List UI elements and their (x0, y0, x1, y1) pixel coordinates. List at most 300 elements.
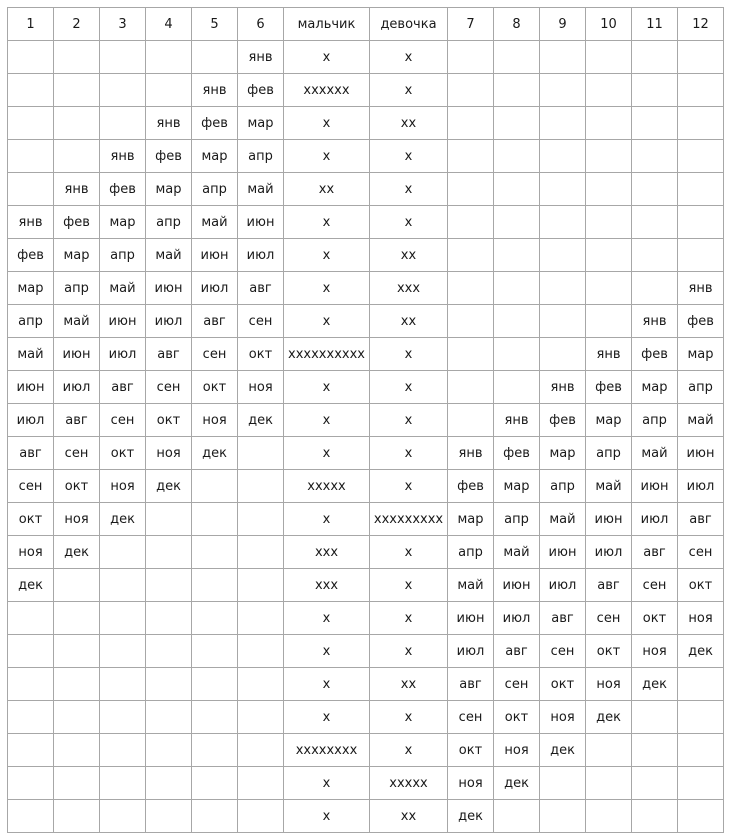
table-cell (678, 107, 724, 140)
table-cell (632, 173, 678, 206)
table-cell: ноя (8, 536, 54, 569)
table-cell (238, 800, 284, 833)
table-row (8, 470, 724, 503)
table-cell (100, 602, 146, 635)
table-cell (448, 107, 494, 140)
table-cell: июн (540, 536, 586, 569)
table-cell (238, 536, 284, 569)
table-cell: фев (8, 239, 54, 272)
table-row (8, 74, 724, 107)
table-row (8, 536, 724, 569)
table-cell: дек (448, 800, 494, 833)
table-cell: авг (100, 371, 146, 404)
table-cell: окт (448, 734, 494, 767)
column-header: мальчик (284, 8, 370, 41)
table-cell: сен (192, 338, 238, 371)
column-header: 8 (494, 8, 540, 41)
table-cell (192, 635, 238, 668)
table-cell (238, 602, 284, 635)
table-cell (146, 569, 192, 602)
table-cell: окт (494, 701, 540, 734)
table-cell (146, 800, 192, 833)
table-cell: апр (678, 371, 724, 404)
table-cell (678, 668, 724, 701)
table-cell (448, 371, 494, 404)
table-cell: xx (284, 173, 370, 206)
table-cell: окт (100, 437, 146, 470)
table-cell: x (284, 239, 370, 272)
table-cell (540, 239, 586, 272)
table-cell (632, 74, 678, 107)
table-cell: сен (632, 569, 678, 602)
table-cell: x (284, 41, 370, 74)
table-cell (146, 602, 192, 635)
table-cell: мар (586, 404, 632, 437)
table-cell: мар (448, 503, 494, 536)
table-cell: май (586, 470, 632, 503)
table-cell: дек (146, 470, 192, 503)
table-cell (448, 140, 494, 173)
table-cell (494, 800, 540, 833)
table-cell (586, 272, 632, 305)
table-cell: ноя (586, 668, 632, 701)
table-cell: дек (586, 701, 632, 734)
table-cell: xxxxx (284, 470, 370, 503)
table-cell: дек (540, 734, 586, 767)
table-row (8, 107, 724, 140)
table-cell: дек (632, 668, 678, 701)
table-cell (100, 734, 146, 767)
table-cell (100, 107, 146, 140)
table-cell (586, 206, 632, 239)
table-cell: дек (494, 767, 540, 800)
table-cell (448, 41, 494, 74)
table-cell: мар (54, 239, 100, 272)
table-cell: янв (192, 74, 238, 107)
table-cell (192, 734, 238, 767)
table-cell: июл (146, 305, 192, 338)
table-cell: фев (192, 107, 238, 140)
table-cell (586, 767, 632, 800)
table-cell: апр (8, 305, 54, 338)
table-cell: июл (586, 536, 632, 569)
table-cell (632, 701, 678, 734)
column-header: 11 (632, 8, 678, 41)
table-cell (678, 140, 724, 173)
column-header: 2 (54, 8, 100, 41)
table-cell: май (54, 305, 100, 338)
table-cell: x (370, 173, 448, 206)
table-cell: янв (8, 206, 54, 239)
table-cell: апр (238, 140, 284, 173)
table-cell: июн (494, 569, 540, 602)
table-cell: июл (238, 239, 284, 272)
table-cell: янв (448, 437, 494, 470)
column-header: 1 (8, 8, 54, 41)
table-cell (494, 371, 540, 404)
table-cell: дек (8, 569, 54, 602)
table-cell (678, 173, 724, 206)
table-cell (678, 767, 724, 800)
table-cell: x (284, 404, 370, 437)
table-row (8, 239, 724, 272)
table-cell: x (370, 701, 448, 734)
table-cell (238, 503, 284, 536)
table-cell (678, 41, 724, 74)
table-cell (8, 701, 54, 734)
table-cell: окт (146, 404, 192, 437)
table-cell (146, 767, 192, 800)
table-cell (494, 239, 540, 272)
table-cell: авг (632, 536, 678, 569)
table-cell: x (370, 140, 448, 173)
table-cell (494, 41, 540, 74)
table-cell: x (370, 635, 448, 668)
table-cell: x (370, 338, 448, 371)
table-row (8, 635, 724, 668)
table-cell: июл (678, 470, 724, 503)
table-cell (146, 74, 192, 107)
table-cell: xxxxxx (284, 74, 370, 107)
table-cell (8, 140, 54, 173)
column-header: 6 (238, 8, 284, 41)
table-cell: x (284, 140, 370, 173)
table-cell (8, 767, 54, 800)
table-cell (54, 41, 100, 74)
table-cell (540, 173, 586, 206)
table-cell (192, 470, 238, 503)
table-cell: май (8, 338, 54, 371)
table-cell: x (284, 701, 370, 734)
table-cell: ноя (540, 701, 586, 734)
table-cell (54, 701, 100, 734)
table-cell: ноя (632, 635, 678, 668)
table-cell: xx (370, 305, 448, 338)
table-cell (238, 701, 284, 734)
table-cell: июн (54, 338, 100, 371)
table-cell (238, 569, 284, 602)
table-row (8, 602, 724, 635)
table-row (8, 41, 724, 74)
table-cell (540, 74, 586, 107)
table-cell: авг (54, 404, 100, 437)
table-cell (678, 734, 724, 767)
table-cell: июл (54, 371, 100, 404)
table-cell (54, 140, 100, 173)
column-header: 4 (146, 8, 192, 41)
table-cell (54, 668, 100, 701)
table-cell: сен (8, 470, 54, 503)
table-cell: x (284, 371, 370, 404)
table-cell: мар (146, 173, 192, 206)
table-cell: x (284, 107, 370, 140)
table-cell (54, 800, 100, 833)
table-row (8, 371, 724, 404)
table-cell (54, 74, 100, 107)
table-row (8, 404, 724, 437)
table-cell: авг (8, 437, 54, 470)
table-cell (494, 173, 540, 206)
table-cell: x (284, 503, 370, 536)
table-cell: xx (370, 800, 448, 833)
table-cell (540, 767, 586, 800)
table-cell: x (370, 470, 448, 503)
table-cell: фев (100, 173, 146, 206)
column-header: 9 (540, 8, 586, 41)
table-cell (448, 272, 494, 305)
table-cell: дек (192, 437, 238, 470)
table-cell: x (370, 602, 448, 635)
table-cell (494, 272, 540, 305)
table-cell (632, 206, 678, 239)
table-cell: сен (540, 635, 586, 668)
table-cell: окт (540, 668, 586, 701)
table-cell: фев (448, 470, 494, 503)
table-cell (448, 404, 494, 437)
table-cell: апр (192, 173, 238, 206)
table-cell: янв (54, 173, 100, 206)
table-cell: фев (540, 404, 586, 437)
table-cell (8, 41, 54, 74)
table-cell: окт (8, 503, 54, 536)
table-cell: x (370, 437, 448, 470)
table-cell (586, 41, 632, 74)
table-row (8, 503, 724, 536)
table-cell (238, 437, 284, 470)
table-cell: дек (678, 635, 724, 668)
table-cell (100, 635, 146, 668)
column-header: 3 (100, 8, 146, 41)
table-cell (540, 800, 586, 833)
table-cell (632, 272, 678, 305)
table-body (8, 41, 724, 833)
table-cell: фев (678, 305, 724, 338)
table-cell (678, 206, 724, 239)
table-cell (54, 569, 100, 602)
table-cell (632, 41, 678, 74)
table-cell: xx (370, 239, 448, 272)
table-cell: x (370, 41, 448, 74)
table-cell (100, 800, 146, 833)
table-cell (586, 305, 632, 338)
table-cell (192, 668, 238, 701)
table-cell: сен (54, 437, 100, 470)
table-cell (494, 338, 540, 371)
table-cell: xxx (370, 272, 448, 305)
table-cell (146, 635, 192, 668)
table-cell (586, 107, 632, 140)
table-cell (146, 668, 192, 701)
column-header: девочка (370, 8, 448, 41)
table-cell: xxxxxxxxxx (284, 338, 370, 371)
table-cell: янв (632, 305, 678, 338)
table-cell (100, 701, 146, 734)
table-cell: апр (54, 272, 100, 305)
table-cell (192, 767, 238, 800)
table-cell: xxx (284, 569, 370, 602)
table-cell: янв (586, 338, 632, 371)
table-cell: апр (448, 536, 494, 569)
table-cell: x (370, 404, 448, 437)
table-cell: апр (100, 239, 146, 272)
column-header: 10 (586, 8, 632, 41)
table-cell: янв (540, 371, 586, 404)
table-cell (586, 173, 632, 206)
table-cell: июл (192, 272, 238, 305)
table-row (8, 668, 724, 701)
table-cell: ноя (448, 767, 494, 800)
table-cell (632, 107, 678, 140)
table-cell (586, 800, 632, 833)
table-cell (54, 602, 100, 635)
table-cell: янв (146, 107, 192, 140)
table-cell: янв (238, 41, 284, 74)
table-cell (146, 41, 192, 74)
table-cell: сен (678, 536, 724, 569)
table-cell: сен (238, 305, 284, 338)
table-cell: янв (678, 272, 724, 305)
table-cell: сен (494, 668, 540, 701)
table-cell (192, 503, 238, 536)
table-cell (494, 305, 540, 338)
table-cell (100, 74, 146, 107)
table-cell: авг (238, 272, 284, 305)
table-cell: сен (448, 701, 494, 734)
table-header (8, 8, 724, 41)
table-cell (238, 734, 284, 767)
table-row (8, 734, 724, 767)
table-cell: май (632, 437, 678, 470)
table-cell: xx (370, 107, 448, 140)
table-cell: апр (146, 206, 192, 239)
table-cell: авг (540, 602, 586, 635)
table-cell: x (284, 602, 370, 635)
table-row (8, 206, 724, 239)
table-cell: окт (632, 602, 678, 635)
table-cell: мар (632, 371, 678, 404)
table-cell: фев (54, 206, 100, 239)
table-cell (540, 305, 586, 338)
table-cell: x (370, 569, 448, 602)
table-cell (238, 635, 284, 668)
table-cell: янв (494, 404, 540, 437)
table-cell (494, 74, 540, 107)
table-cell: дек (238, 404, 284, 437)
table-cell (100, 569, 146, 602)
table-cell: авг (678, 503, 724, 536)
table-cell: дек (54, 536, 100, 569)
table-cell (192, 569, 238, 602)
table-cell: сен (586, 602, 632, 635)
table-cell: x (370, 734, 448, 767)
table-cell (632, 239, 678, 272)
table-cell (540, 206, 586, 239)
table-cell: июл (494, 602, 540, 635)
table-cell: авг (494, 635, 540, 668)
table-cell (448, 338, 494, 371)
table-cell: июн (238, 206, 284, 239)
table-cell (632, 734, 678, 767)
table-cell (238, 470, 284, 503)
table-cell (540, 107, 586, 140)
table-cell (192, 536, 238, 569)
table-cell (100, 668, 146, 701)
table-cell: авг (146, 338, 192, 371)
table-cell (192, 602, 238, 635)
table-cell: ноя (238, 371, 284, 404)
table-row (8, 767, 724, 800)
table-cell: сен (100, 404, 146, 437)
table-row (8, 437, 724, 470)
table-cell (238, 668, 284, 701)
table-cell: июн (586, 503, 632, 536)
table-cell: мар (238, 107, 284, 140)
table-cell: x (284, 767, 370, 800)
table-cell (8, 173, 54, 206)
table-cell: фев (146, 140, 192, 173)
table-cell (146, 536, 192, 569)
column-header: 12 (678, 8, 724, 41)
table-cell (54, 107, 100, 140)
table-cell: окт (192, 371, 238, 404)
table-cell: xxxxxxxx (284, 734, 370, 767)
table-cell: май (540, 503, 586, 536)
table-cell: май (494, 536, 540, 569)
table-cell: x (370, 74, 448, 107)
table-cell: x (284, 668, 370, 701)
table-cell: июн (100, 305, 146, 338)
table-row (8, 305, 724, 338)
table-cell (494, 206, 540, 239)
table-cell (8, 107, 54, 140)
table-cell: x (284, 206, 370, 239)
table-cell: ноя (100, 470, 146, 503)
table-cell (8, 800, 54, 833)
table-cell: июн (678, 437, 724, 470)
table-cell (540, 272, 586, 305)
table-cell: ноя (146, 437, 192, 470)
table-cell (678, 800, 724, 833)
table-cell: мар (494, 470, 540, 503)
table-cell: окт (678, 569, 724, 602)
table-cell: мар (192, 140, 238, 173)
table-cell: ноя (678, 602, 724, 635)
table-cell: xx (370, 668, 448, 701)
table-cell (678, 74, 724, 107)
table-cell: июн (632, 470, 678, 503)
column-header: 7 (448, 8, 494, 41)
table-cell: апр (632, 404, 678, 437)
table-cell: окт (238, 338, 284, 371)
table-row (8, 569, 724, 602)
table-cell (100, 536, 146, 569)
table-cell (146, 503, 192, 536)
table-row (8, 140, 724, 173)
table-cell (238, 767, 284, 800)
table-cell: июл (100, 338, 146, 371)
table-cell (54, 767, 100, 800)
table-cell: фев (632, 338, 678, 371)
table-row (8, 173, 724, 206)
table-cell: май (238, 173, 284, 206)
column-header: 5 (192, 8, 238, 41)
table-cell (494, 140, 540, 173)
table-cell: авг (586, 569, 632, 602)
table-cell (100, 41, 146, 74)
table-cell: xxx (284, 536, 370, 569)
table-cell (448, 173, 494, 206)
table-cell: июн (192, 239, 238, 272)
